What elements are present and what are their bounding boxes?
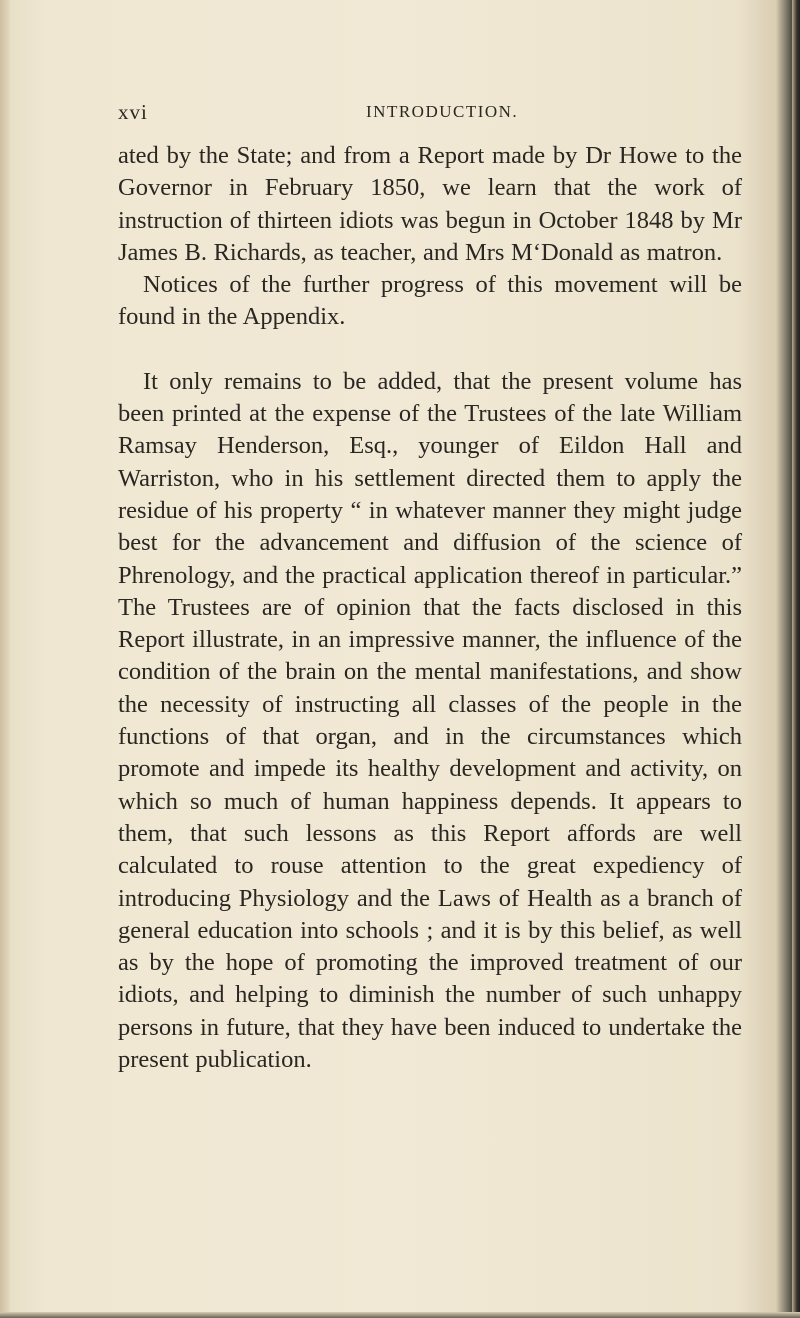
page-edge-shadow [792,0,800,1318]
running-head-title: INTRODUCTION. [366,102,519,121]
page-gutter-shadow [0,0,10,1318]
paragraph-continuation: ated by the State; and from a Report made by Dr Howe to the Governor in February 1850, we learn that the work of instruction of thirteen idiots was begun in October 1848 by Mr James B. Richards, as teacher, and Mrs M‘Donald as matron. [118,142,742,266]
page-number: xvi [118,100,148,124]
page-bottom-edge [0,1312,800,1318]
body-text [118,140,742,1076]
paragraph-appendix-note: Notices of the further progress of this movement will be found in the Appendix. [118,271,742,331]
paragraph-trustees: It only remains to be added, that the present volume has been printed at the expense of the Trustees of the late William Ramsay Henderson, Esq., younger of Eildon Hall and Warriston, who in his settlement directed them to apply the residue of his property “ in whatever manner they might judge best for the advancement and diffusion of the science of Phrenology, and the practical application thereof in particular.” The Trustees are of opinion that the facts disclosed in this Report illustrate, in an impressive manner, the influence of the condition of the brain on the mental manifestations, and show the necessity of instructing all classes of the people in the functions of that organ, and in the circumstances which promote and impede its healthy development and activity, on which so much of human happiness depends. It appears to them, that such lessons as this Report affords are well calculated to rouse attention to the great expediency of introducing Physiology and the Laws of Health as a branch of general education into schools ; and it is by this belief, as well as by the hope of promoting the improved treatment of our idiots, and helping to diminish the number of such unhappy persons in future, that they have been induced to undertake the present publication. [118,367,742,1074]
running-head [118,100,748,130]
